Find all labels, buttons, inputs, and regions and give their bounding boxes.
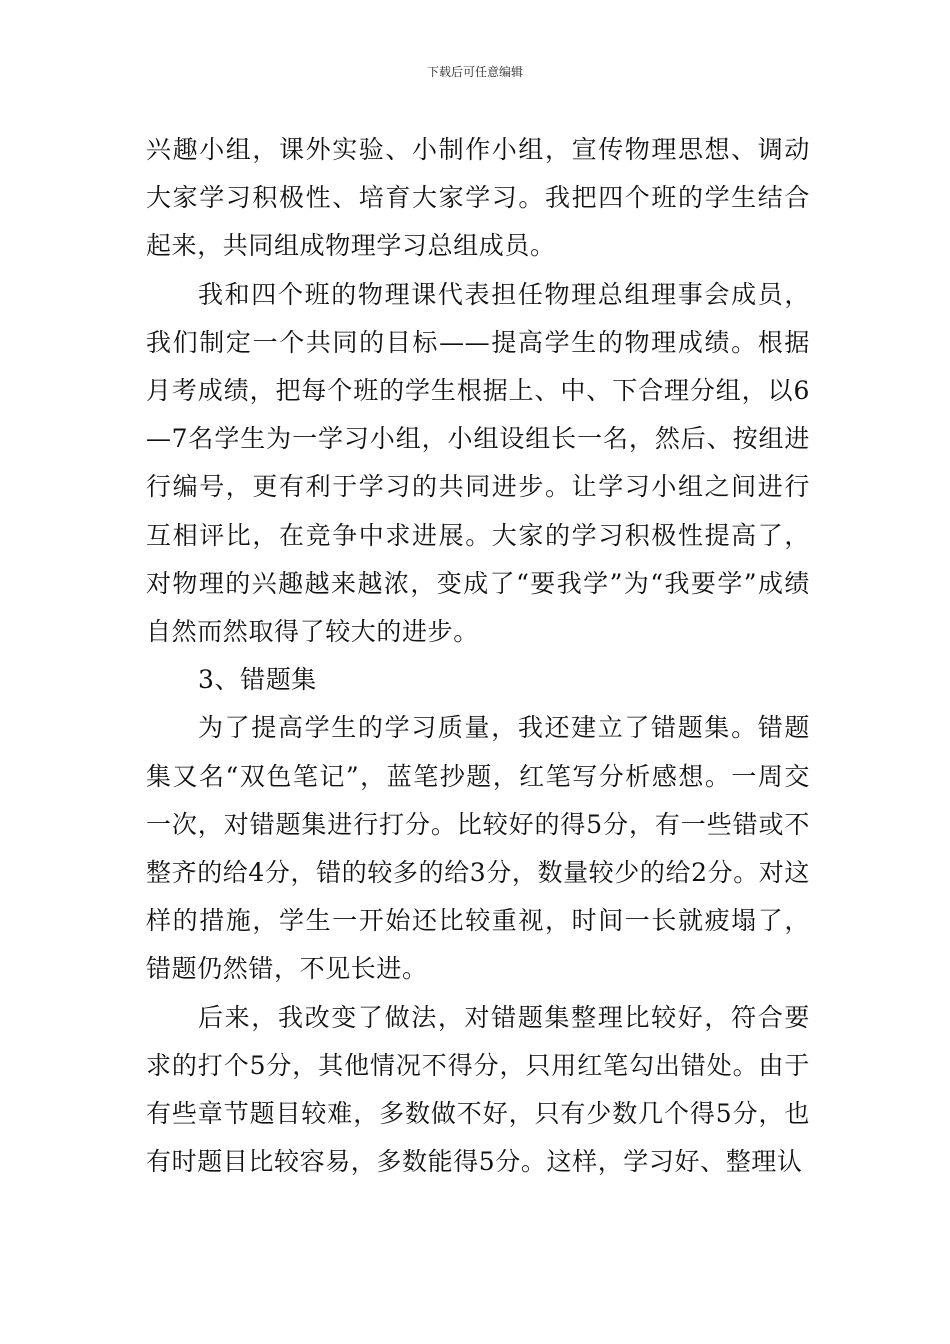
paragraph-3: 为了提高学生的学习质量，我还建立了错题集。错题集又名“双色笔记”，蓝笔抄题，红笔写分析感想。一周交一次，对错题集进行打分。比较好的得5分，有一些错或不整齐的给4分，错的较多的给3分，数量较少的给2分。对这样的措施，学生一开始还比较重视，时间一长就疲塌了，错题仍然错，不见长进。 — [146, 713, 810, 984]
section-heading-error-collection: 3、错题集 — [198, 665, 317, 695]
paragraph-2: 我和四个班的物理课代表担任物理总组理事会成员，我们制定一个共同的目标——提高学生的物理成绩。根据月考成绩，把每个班的学生根据上、中、下合理分组，以6—7名学生为一学习小组，小组设组长一名，然后、按组进行编号，更有利于学习的共同进步。让学习小组之间进行互相评比，在竞争中求进展。大家的学习积极性提高了，对物理的兴趣越来越浓，变成了“要我学”为“我要学”成绩自然而然取得了较大的进步。 — [146, 279, 810, 647]
document-body — [146, 126, 810, 1186]
paragraph-4: 后来，我改变了做法，对错题集整理比较好，符合要求的打个5分，其他情况不得分，只用红笔勾出错处。由于有些章节题目较难，多数做不好，只有少数几个得5分，也有时题目比较容易，多数能得5分。这样，学习好、整理认 — [146, 1002, 810, 1177]
paragraph-1: 兴趣小组，课外实验、小制作小组，宣传物理思想、调动大家学习积极性、培育大家学习。我把四个班的学生结合起来，共同组成物理学习总组成员。 — [146, 135, 810, 261]
page-header: 下载后可任意编辑 — [426, 65, 523, 79]
